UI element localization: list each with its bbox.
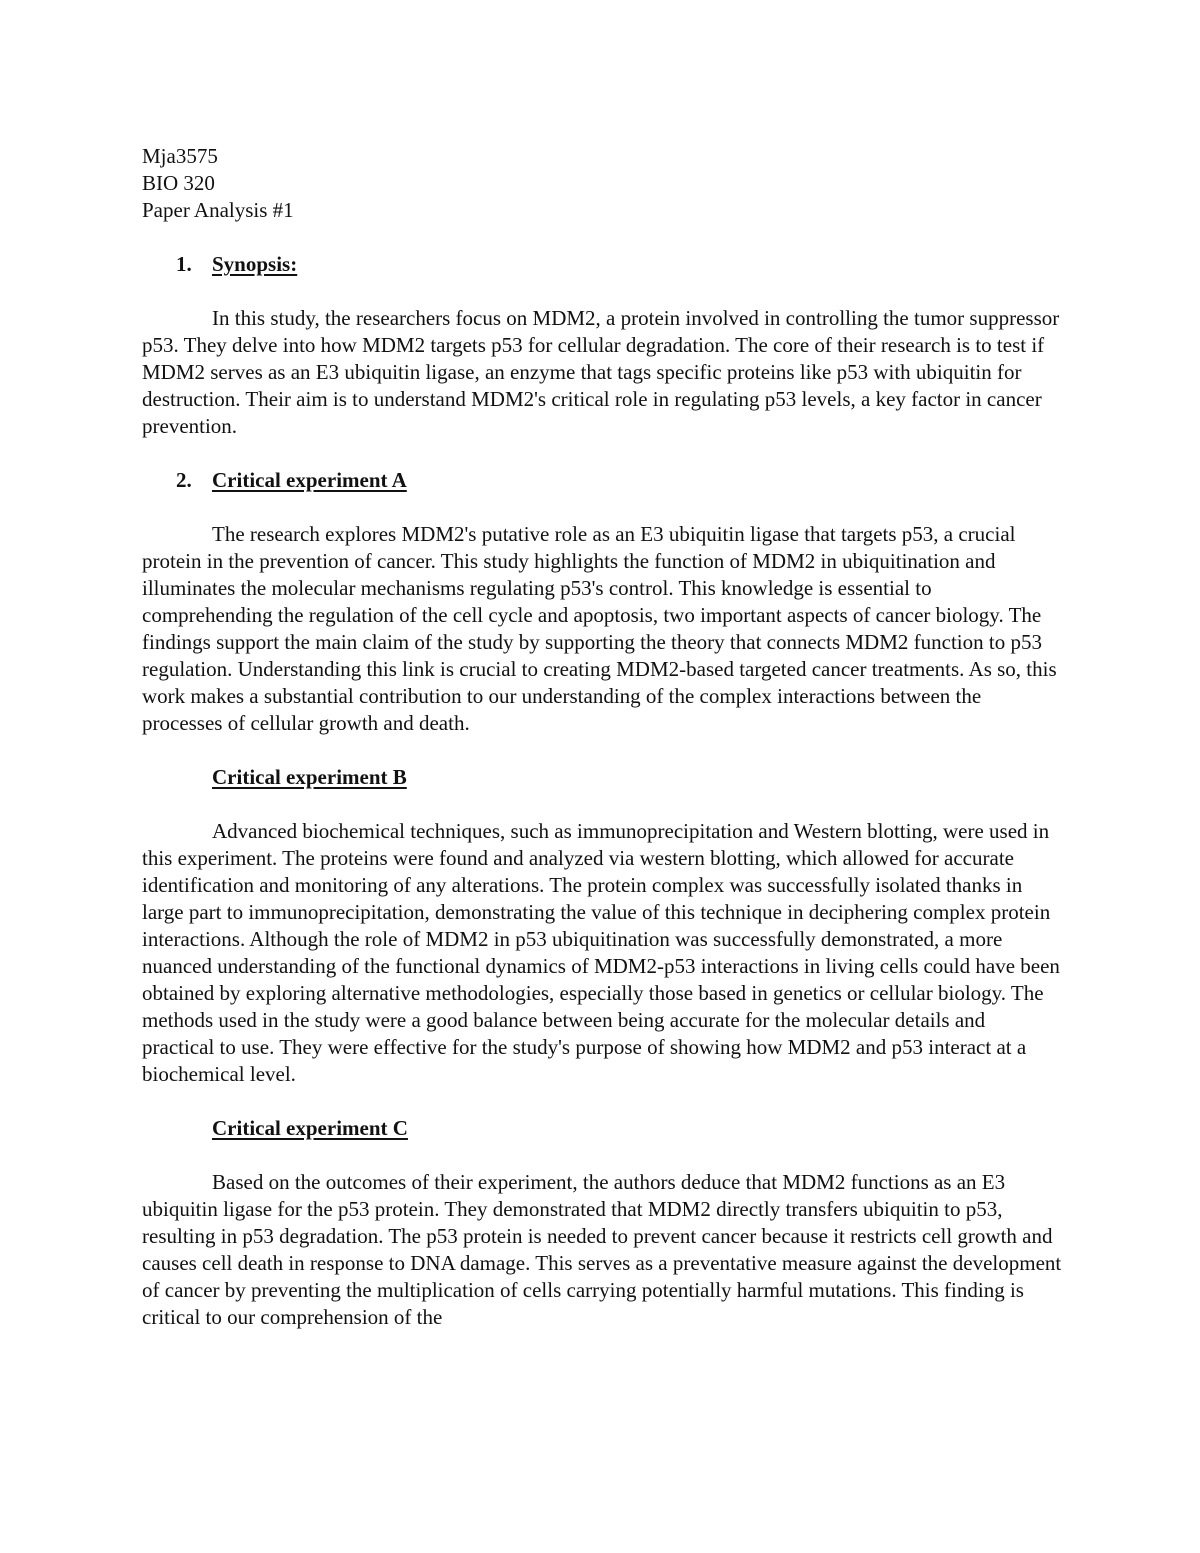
assignment-title: Paper Analysis #1 <box>142 198 294 222</box>
document-body <box>142 143 1062 1331</box>
experiment-c-heading <box>142 1115 1062 1142</box>
synopsis-number: 1. <box>176 252 192 276</box>
synopsis-paragraph: In this study, the researchers focus on MDM2, a protein involved in controlling the tumor suppressor p53. They delve into how MDM2 targets p53 for cellular degradation. The core of their research is to test if MDM2 serves as an E3 ubiquitin ligase, an enzyme that tags specific proteins like p53 with ubiquitin for destruction. Their aim is to understand MDM2's critical role in regulating p53 levels, a key factor in cancer prevention. <box>142 306 1060 438</box>
synopsis-title: Synopsis: <box>212 252 298 276</box>
experiment-c-paragraph: Based on the outcomes of their experiment, the authors deduce that MDM2 functions as an E3 ubiquitin ligase for the p53 protein. They demonstrated that MDM2 directly transfers ubiquitin to p53, resulting in p53 degradation. The p53 protein is needed to prevent cancer because it restricts cell growth and causes cell death in response to DNA damage. This serves as a preventative measure against the development of cancer by preventing the multiplication of cells carrying potentially harmful mutations. This finding is critical to our comprehension of the <box>142 1170 1062 1329</box>
experiment-b-title: Critical experiment B <box>212 765 407 789</box>
experiment-b-paragraph: Advanced biochemical techniques, such as immunoprecipitation and Western blotting, were used in this experiment. The proteins were found and analyzed via western blotting, which allowed for accurate identification and monitoring of any alterations. The protein complex was successfully isolated thanks in large part to immunoprecipitation, demonstrating the value of this technique in deciphering complex protein interactions. Although the role of MDM2 in p53 ubiquitination was successfully demonstrated, a more nuanced understanding of the functional dynamics of MDM2-p53 interactions in living cells could have been obtained by exploring alternative methodologies, especially those based in genetics or cellular biology. The methods used in the study were a good balance between being accurate for the molecular details and practical to use. They were effective for the study's purpose of showing how MDM2 and p53 interact at a biochemical level. <box>142 819 1060 1086</box>
experiment-a-paragraph: The research explores MDM2's putative role as an E3 ubiquitin ligase that targets p53, a crucial protein in the prevention of cancer. This study highlights the function of MDM2 in ubiquitination and illuminates the molecular mechanisms regulating p53's control. This knowledge is essential to comprehending the regulation of the cell cycle and apoptosis, two important aspects of cancer biology. The findings support the main claim of the study by supporting the theory that connects MDM2 function to p53 regulation. Understanding this link is crucial to creating MDM2-based targeted cancer treatments. As so, this work makes a substantial contribution to our understanding of the complex interactions between the processes of cellular growth and death. <box>142 522 1057 735</box>
course-code: BIO 320 <box>142 171 215 195</box>
experiment-a-number: 2. <box>176 468 192 492</box>
experiment-a-heading <box>142 467 1062 494</box>
experiment-b-heading <box>142 764 1062 791</box>
author-id: Mja3575 <box>142 144 218 168</box>
experiment-a-title: Critical experiment A <box>212 468 407 492</box>
experiment-c-title: Critical experiment C <box>212 1116 408 1140</box>
synopsis-heading <box>142 251 1062 278</box>
